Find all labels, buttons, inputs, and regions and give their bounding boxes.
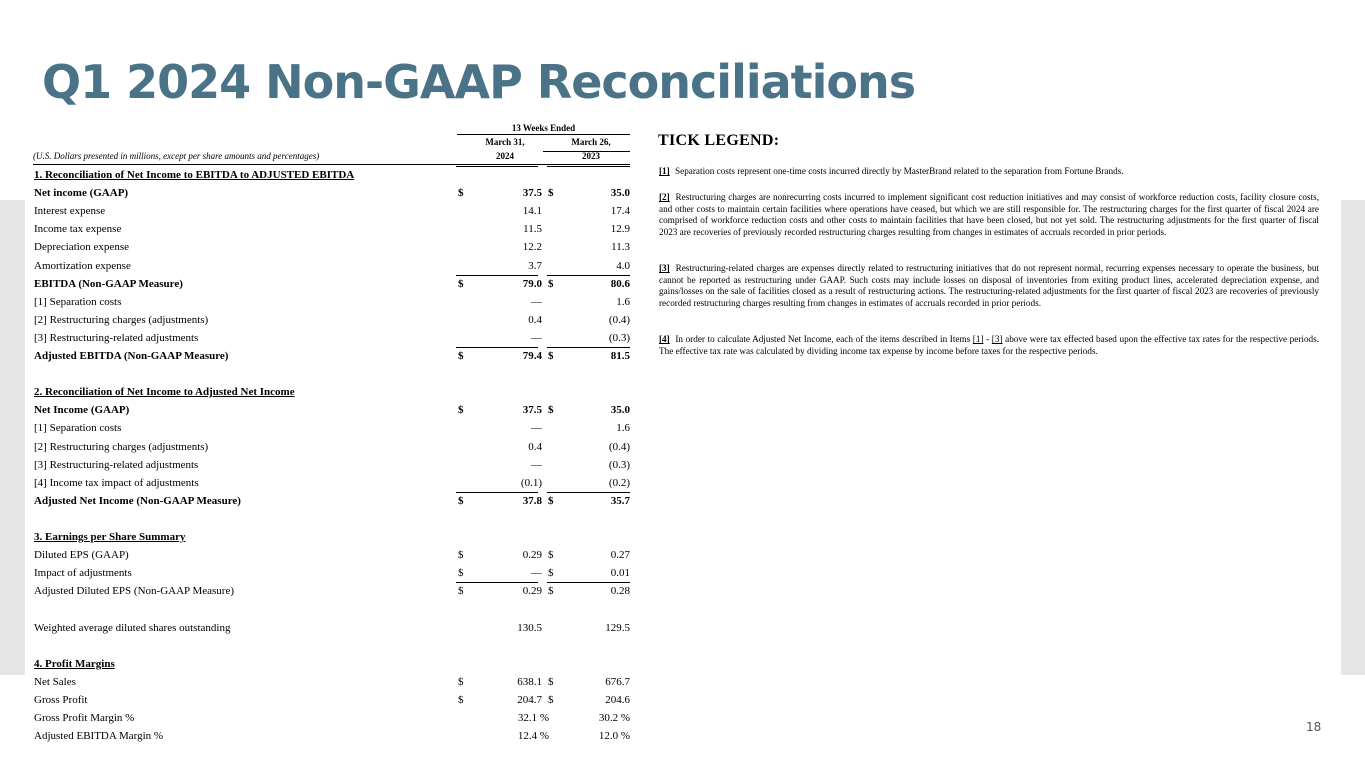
legend-item-1 [659, 166, 1319, 178]
table-row [33, 365, 630, 383]
value-2024: — [531, 458, 542, 471]
value-2023: (0.4) [608, 313, 630, 326]
currency-symbol: $ [458, 350, 464, 362]
header-bottom-rule [33, 164, 630, 165]
row-label: Adjusted Diluted EPS (Non-GAAP Measure) [34, 585, 235, 598]
value-2024: 79.4 [522, 350, 542, 362]
value-2023: 30.2 % [598, 712, 630, 724]
value-2023: (0.2) [608, 476, 630, 489]
section-heading-row [33, 655, 630, 673]
value-2024: 11.5 [523, 223, 542, 236]
row-label: Impact of adjustments [34, 567, 132, 580]
table-row [33, 311, 630, 329]
period-header-rule [457, 134, 630, 135]
value-2024: 37.5 [522, 187, 542, 200]
currency-symbol: $ [458, 585, 464, 598]
value-2023: 676.7 [605, 675, 630, 688]
currency-symbol: $ [458, 494, 464, 507]
table-row [33, 564, 630, 582]
row-label: Net income (GAAP) [34, 187, 129, 200]
value-2024: 0.29 [522, 549, 542, 562]
value-2023: (0.3) [608, 331, 630, 344]
left-side-band [0, 200, 25, 675]
row-label: 3. Earnings per Share Summary [34, 531, 186, 543]
legend-ref: [2] [659, 192, 670, 202]
table-row [33, 691, 630, 709]
section-heading-row [33, 166, 630, 184]
table-row [33, 474, 630, 492]
legend-item-link[interactable]: [1] [972, 334, 984, 344]
legend-text: Restructuring charges are nonrecurring costs incurred to implement significant cost reduction initiatives and may consist of workforce reduction costs, facility closure costs, and other costs to maintain certain facilities where operations have ceased, but which we are still responsible for. The restructuring charges for the first quarter of fiscal 2024 are comprised of workforce reduction costs and other costs to maintain facilities that have been closed, but not yet sold. The restructuring adjustments for the first quarter of fiscal 2023 are recoveries of previously recorded restructuring charges resulting from changes in estimates of accruals recorded in prior periods. [659, 192, 1319, 237]
table-row [33, 546, 630, 564]
units-note: (U.S. Dollars presented in millions, except per share amounts and percentages) [33, 151, 320, 161]
value-2024: 0.4 [528, 440, 542, 453]
page-title: Q1 2024 Non-GAAP Reconciliations [42, 55, 916, 109]
value-2023: 0.28 [610, 585, 630, 598]
table-row [33, 293, 630, 311]
row-label: [2] Restructuring charges (adjustments) [34, 440, 209, 453]
value-2023: 80.6 [610, 277, 630, 290]
currency-symbol: $ [548, 187, 554, 200]
currency-symbol: $ [458, 549, 464, 562]
row-label: Net Income (GAAP) [34, 404, 130, 417]
row-label: [2] Restructuring charges (adjustments) [34, 313, 209, 326]
col1-year: 2024 [496, 151, 514, 161]
legend-dash: - [986, 334, 990, 344]
currency-symbol: $ [458, 675, 464, 688]
value-2023: 81.5 [610, 350, 630, 362]
value-2023: 35.0 [610, 187, 630, 200]
row-label: Net Sales [34, 675, 76, 688]
value-2024: — [531, 422, 542, 435]
table-row [33, 238, 630, 256]
value-2024: (0.1) [520, 476, 542, 489]
value-2023: 12.0 % [598, 730, 630, 743]
currency-symbol: $ [548, 549, 554, 562]
value-2023: 0.01 [610, 567, 630, 580]
legend-item-4 [659, 334, 1319, 357]
row-label: [1] Separation costs [34, 295, 122, 308]
period-header: 13 Weeks Ended [511, 123, 576, 133]
value-2023: 17.4 [610, 205, 630, 218]
right-side-band [1341, 200, 1365, 675]
row-label: 1. Reconciliation of Net Income to EBITDA to ADJUSTED EBITDA [34, 169, 355, 181]
legend-text: above were tax effected based upon the effective tax rates for the respective periods. The effective tax rate was calculated by dividing income tax expense by income before taxes for the respective periods. [659, 334, 1319, 356]
row-label: Depreciation expense [34, 241, 129, 254]
value-2024: 0.4 [528, 313, 542, 326]
table-row [33, 492, 630, 510]
value-2024: 12.4 % [517, 730, 549, 743]
value-2024: 3.7 [528, 259, 542, 272]
row-label: Adjusted EBITDA Margin % [34, 730, 164, 743]
table-row [33, 619, 630, 637]
value-2023: 129.5 [605, 621, 630, 634]
currency-symbol: $ [458, 187, 464, 200]
value-2024: 37.8 [522, 494, 542, 507]
section-heading-row [33, 383, 630, 401]
row-label: Weighted average diluted shares outstanding [34, 621, 231, 634]
row-label: EBITDA (Non-GAAP Measure) [34, 277, 183, 290]
value-2024: 0.29 [522, 585, 542, 598]
table-row [33, 637, 630, 655]
value-2023: (0.4) [608, 440, 630, 453]
value-2024: 12.2 [522, 241, 542, 254]
value-2024: — [531, 331, 542, 344]
currency-symbol: $ [548, 277, 554, 290]
table-row [33, 275, 630, 293]
col2-year: 2023 [582, 151, 600, 161]
value-2024: — [531, 567, 542, 580]
table-row [33, 456, 630, 474]
row-label: Income tax expense [34, 223, 122, 236]
value-2024: 79.0 [522, 277, 542, 290]
value-2024: 37.5 [522, 404, 542, 417]
value-2023: 204.6 [605, 693, 630, 706]
row-label: Diluted EPS (GAAP) [34, 549, 129, 562]
row-label: 4. Profit Margins [34, 657, 115, 670]
col1-date: March 31, [485, 137, 525, 147]
value-2023: 11.3 [611, 241, 630, 254]
legend-ref: [4] [659, 334, 670, 344]
table-row [33, 419, 630, 437]
value-2024: — [531, 295, 542, 308]
row-label: Adjusted EBITDA (Non-GAAP Measure) [34, 350, 229, 362]
value-2024: 204.7 [517, 693, 542, 706]
currency-symbol: $ [548, 675, 554, 688]
currency-symbol: $ [548, 585, 554, 598]
row-label: 2. Reconciliation of Net Income to Adjusted Net Income [34, 386, 295, 399]
table-row [33, 347, 630, 365]
table-row [33, 673, 630, 691]
value-2023: 1.6 [616, 422, 630, 435]
value-2024: 14.1 [522, 205, 542, 218]
table-row [33, 257, 630, 275]
legend-text: Restructuring-related charges are expenses directly related to restructuring initiatives that do not represent normal, recurring expenses necessary to operate the business, but cannot be reported as restructuring under GAAP. Such costs may include losses on disposal of inventories from exiting product lines, accelerated depreciation expense, and gains/losses on the sale of facilities closed as a result of restructuring actions. The restructuring-related adjustments for the first quarter of fiscal 2023 are recoveries of previously recorded restructuring charges resulting from changes in estimates of accruals recorded in prior periods. [659, 263, 1319, 308]
table-row [33, 401, 630, 419]
currency-symbol: $ [548, 567, 554, 580]
legend-ref: [1] [659, 166, 670, 176]
value-2023: 35.0 [610, 404, 630, 417]
currency-symbol: $ [548, 693, 554, 706]
col2-date: March 26, [571, 137, 611, 147]
currency-symbol: $ [458, 277, 464, 290]
value-2023: 1.6 [616, 295, 630, 308]
value-2023: 0.27 [610, 549, 630, 562]
row-label: Gross Profit Margin % [34, 712, 135, 724]
reconciliation-table [25, 118, 650, 768]
value-2023: 4.0 [616, 259, 630, 272]
value-2023: 35.7 [610, 494, 630, 507]
currency-symbol: $ [548, 494, 554, 507]
row-label: Adjusted Net Income (Non-GAAP Measure) [34, 494, 241, 507]
value-2024: 32.1 % [517, 712, 549, 724]
table-row [33, 220, 630, 238]
table-row [33, 600, 630, 618]
tick-legend [650, 118, 1341, 718]
legend-item-link[interactable]: [3] [991, 334, 1003, 344]
row-label: [3] Restructuring-related adjustments [34, 458, 199, 471]
value-2024: 638.1 [517, 675, 542, 688]
row-label: [3] Restructuring-related adjustments [34, 331, 199, 344]
row-label: Interest expense [34, 205, 106, 218]
legend-item-3 [659, 263, 1319, 309]
table-row [33, 582, 630, 600]
row-label: [1] Separation costs [34, 422, 122, 435]
table-row [33, 202, 630, 220]
section-heading-row [33, 528, 630, 546]
table-row [33, 438, 630, 456]
currency-symbol: $ [458, 567, 464, 580]
currency-symbol: $ [458, 404, 464, 417]
table-row [33, 709, 630, 727]
value-2023: (0.3) [608, 458, 630, 471]
value-2024: 130.5 [517, 621, 542, 634]
table-row [33, 329, 630, 347]
legend-title: TICK LEGEND: [658, 132, 780, 149]
legend-ref: [3] [659, 263, 670, 273]
table-row [33, 510, 630, 528]
legend-text: Separation costs represent one-time costs incurred directly by MasterBrand related to the separation from Fortune Brands. [675, 166, 1124, 176]
currency-symbol: $ [548, 350, 554, 362]
legend-text: In order to calculate Adjusted Net Income, each of the items described in Items [675, 334, 971, 344]
currency-symbol: $ [548, 404, 554, 417]
row-label: Amortization expense [34, 259, 131, 272]
legend-item-2 [659, 192, 1319, 238]
row-label: Gross Profit [34, 693, 88, 706]
value-2023: 12.9 [610, 223, 630, 236]
currency-symbol: $ [458, 693, 464, 706]
table-row [33, 727, 630, 745]
page-number: 18 [1306, 720, 1322, 734]
table-row [33, 184, 630, 202]
row-label: [4] Income tax impact of adjustments [34, 476, 199, 489]
